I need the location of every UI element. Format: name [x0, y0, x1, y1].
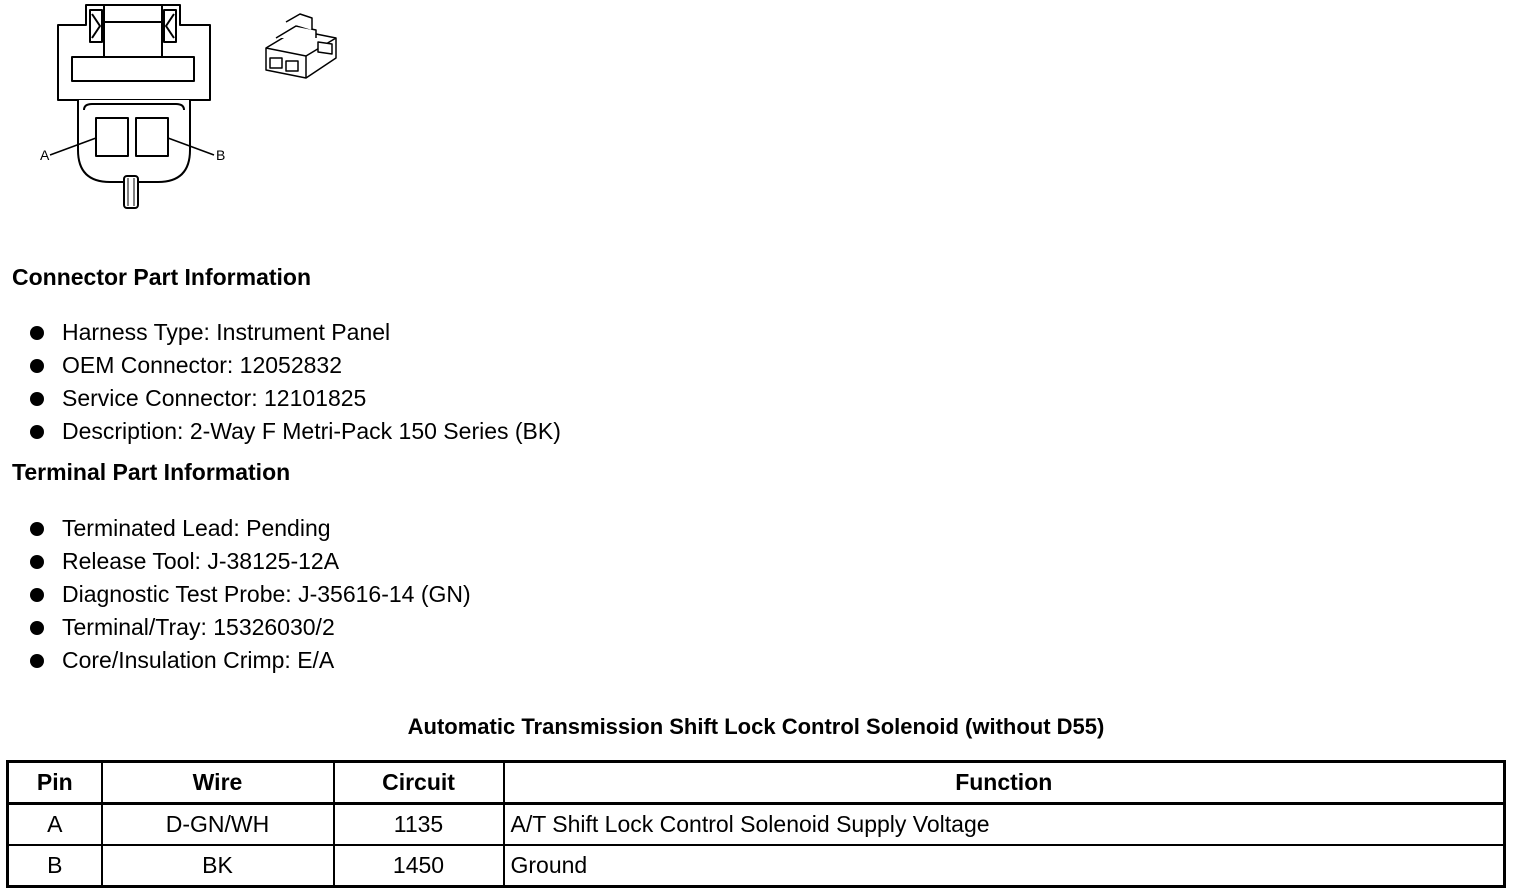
table-header-row	[8, 762, 1505, 804]
cell-pin: A	[8, 804, 102, 846]
list-item: OEM Connector: 12052832	[28, 349, 561, 382]
cell-circuit: 1135	[334, 804, 504, 846]
header-pin: Pin	[8, 762, 102, 804]
bullet-icon	[30, 555, 44, 569]
cell-wire: D-GN/WH	[102, 804, 334, 846]
terminal-info-title: Terminal Part Information	[12, 459, 291, 485]
cell-wire: BK	[102, 845, 334, 887]
bullet-icon	[30, 326, 44, 340]
list-item: Service Connector: 12101825	[28, 382, 561, 415]
list-item: Harness Type: Instrument Panel	[28, 316, 561, 349]
pin-label-b: B	[216, 147, 226, 163]
pin-table	[6, 760, 1506, 888]
connector-info-title: Connector Part Information	[12, 264, 312, 290]
table-row	[8, 845, 1505, 887]
list-item: Terminated Lead: Pending	[28, 512, 471, 545]
bullet-icon	[30, 654, 44, 668]
cell-function: Ground	[504, 845, 1505, 887]
terminal-info-list	[28, 512, 471, 677]
list-item: Core/Insulation Crimp: E/A	[28, 644, 471, 677]
list-item: Release Tool: J-38125-12A	[28, 545, 471, 578]
bullet-icon	[30, 425, 44, 439]
header-wire: Wire	[102, 762, 334, 804]
bullet-icon	[30, 588, 44, 602]
bullet-icon	[30, 621, 44, 635]
pin-table-title: Automatic Transmission Shift Lock Control Solenoid (without D55)	[407, 714, 1105, 739]
table-row	[8, 804, 1505, 846]
header-function: Function	[504, 762, 1505, 804]
connector-face-diagram	[30, 0, 240, 215]
list-item: Description: 2-Way F Metri-Pack 150 Series (BK)	[28, 415, 561, 448]
cell-function: A/T Shift Lock Control Solenoid Supply Voltage	[504, 804, 1505, 846]
list-item: Diagnostic Test Probe: J-35616-14 (GN)	[28, 578, 471, 611]
connector-info-list	[28, 316, 561, 448]
cell-pin: B	[8, 845, 102, 887]
connector-thumbnail-icon	[256, 8, 346, 88]
header-circuit: Circuit	[334, 762, 504, 804]
list-item: Terminal/Tray: 15326030/2	[28, 611, 471, 644]
bullet-icon	[30, 522, 44, 536]
pin-label-a: A	[40, 147, 50, 163]
bullet-icon	[30, 392, 44, 406]
bullet-icon	[30, 359, 44, 373]
cell-circuit: 1450	[334, 845, 504, 887]
